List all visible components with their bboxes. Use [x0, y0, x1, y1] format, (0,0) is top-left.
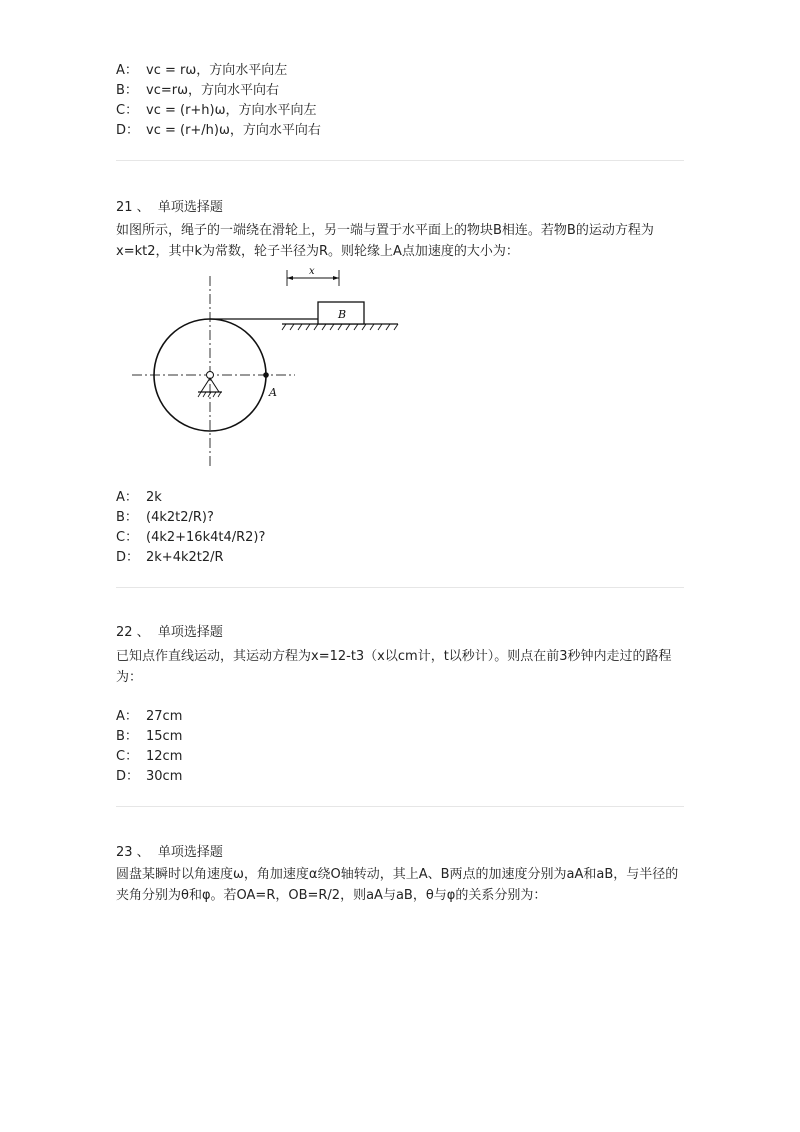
pulley-figure: [130, 262, 410, 472]
option-c[interactable]: C： (4k2+16k4t4/R2)?: [116, 530, 266, 545]
divider: [116, 806, 684, 807]
point-a-marker: [263, 372, 269, 378]
option-b[interactable]: B： 15cm: [116, 729, 183, 744]
option-d[interactable]: D： vc = (r+/h)ω，方向水平向右: [116, 123, 321, 138]
option-d[interactable]: D： 2k+4k2t2/R: [116, 550, 224, 565]
question-23-header: 23 、 单项选择题: [116, 845, 223, 860]
point-a-label: A: [269, 386, 277, 399]
block-label: B: [338, 308, 347, 321]
divider: [116, 587, 684, 588]
option-c[interactable]: C： vc = (r+h)ω，方向水平向左: [116, 103, 317, 118]
option-b[interactable]: B： (4k2t2/R)?: [116, 510, 214, 525]
option-a[interactable]: A： vc = rω，方向水平向左: [116, 63, 288, 78]
question-23-text: 圆盘某瞬时以角速度ω，角加速度α绕O轴转动，其上A、B两点的加速度分别为aA和aB，与半径的夹角分别为θ和φ。若OA=R，OB=R/2，则aA与aB，θ与φ的关系分别为：: [116, 867, 679, 903]
question-21-text: 如图所示，绳子的一端绕在滑轮上，另一端与置于水平面上的物块B相连。若物B的运动方程为x=kt2，其中k为常数，轮子半径为R。则轮缘上A点加速度的大小为：: [116, 223, 654, 259]
option-a[interactable]: A： 2k: [116, 490, 162, 505]
question-21-header: 21 、 单项选择题: [116, 200, 223, 215]
option-d[interactable]: D： 30cm: [116, 769, 183, 784]
option-b[interactable]: B： vc=rω，方向水平向右: [116, 83, 279, 98]
option-a[interactable]: A： 27cm: [116, 709, 183, 724]
x-label: x: [309, 266, 315, 277]
question-22-header: 22 、 单项选择题: [116, 625, 223, 640]
question-22-text: 已知点作直线运动，其运动方程为x=12-t3（x以cm计，t以秒计）。则点在前3秒钟内走过的路程为：: [116, 649, 672, 685]
divider: [116, 160, 684, 161]
option-c[interactable]: C： 12cm: [116, 749, 183, 764]
